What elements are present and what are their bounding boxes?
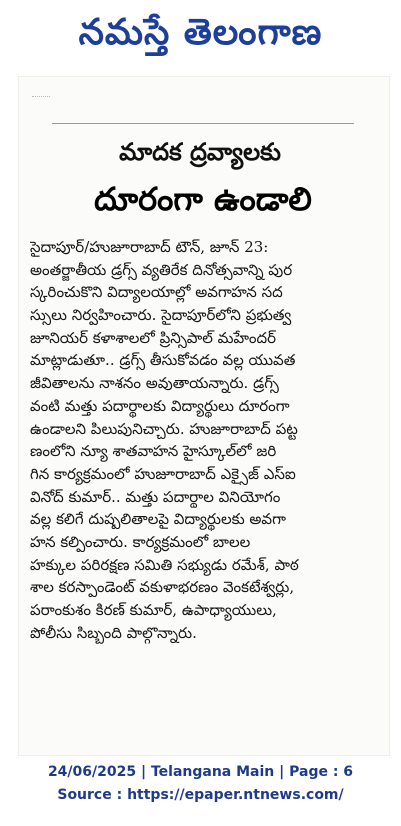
body-line: హక్కుల పరిరక్షణ సమితి సభ్యుడు రమేశ్, పాఠ — [30, 555, 299, 574]
body-line: స్సులు నిర్వహించారు. సైదాపూర్‌లోని ప్రభుత్వ — [30, 306, 292, 325]
body-line: పోలీసు సిబ్బంది పాల్గొన్నారు. — [30, 623, 197, 642]
body-line: మాట్లాడుతూ.. డ్రగ్స్ తీసుకోవడం వల్ల యువత — [30, 351, 296, 370]
clipping-mark — [32, 96, 50, 103]
body-line: స్కరించుకొని విద్యాలయాల్లో అవగాహన సద — [30, 283, 283, 302]
body-line: హన కల్పించారు. కార్యక్రమంలో బాలల — [30, 532, 251, 551]
body-line: వంటి మత్తు పదార్థాలకు విద్యార్థులు దూరంగా — [30, 396, 290, 415]
body-line: జూనియర్ కళాశాలలో ప్రిన్సిపాల్ మహేందర్ — [30, 328, 276, 347]
body-line: అంతర్జాతీయ డ్రగ్స్ వ్యతిరేక దినోత్సవాన్ని పుర — [30, 260, 293, 279]
source-link[interactable]: Source : https://epaper.ntnews.com/ — [57, 787, 344, 803]
body-line: జీవితాలను నాశనం అవుతాయన్నారు. డ్రగ్స్ — [30, 374, 279, 393]
publication-info: 24/06/2025 | Telangana Main | Page : 6 — [47, 764, 354, 780]
article-body — [30, 236, 375, 644]
body-line: పరాంకుశం కిరణ్ కుమార్, ఉపాధ్యాయులు, — [30, 601, 277, 619]
body-line: శాల కరస్పాండెంట్ వకుళాభరణం వెంకటేశ్వర్లు, — [30, 578, 295, 597]
newspaper-masthead: నమస్తే తెలంగాణ — [78, 12, 323, 53]
body-line: సైదాపూర్/హుజూరాబాద్ టౌన్, జూన్ 23: — [30, 238, 269, 256]
divider-rule — [52, 123, 354, 124]
body-line: ఉండాలని పిలుపునిచ్చారు. హుజూరాబాద్ పట్ట — [30, 419, 298, 438]
body-line: గిన కార్యక్రమంలో హుజూరాబాద్ ఎక్సైజ్ ఎస్ఐ — [30, 464, 296, 483]
article-kicker: మాదక ద్రవ్యాలకు — [119, 138, 281, 166]
body-line: ణంలోని న్యూ శాతవాహన హైస్కూల్‌లో జరి — [30, 442, 277, 461]
article-headline: దూరంగా ఉండాలి — [94, 180, 312, 218]
body-line: వినోద్ కుమార్.. మత్తు పదార్థాల వినియోగం — [30, 487, 281, 506]
body-line: వల్ల కలిగే దుష్పలితాలపై విద్యార్థులకు అవగా — [30, 510, 286, 529]
